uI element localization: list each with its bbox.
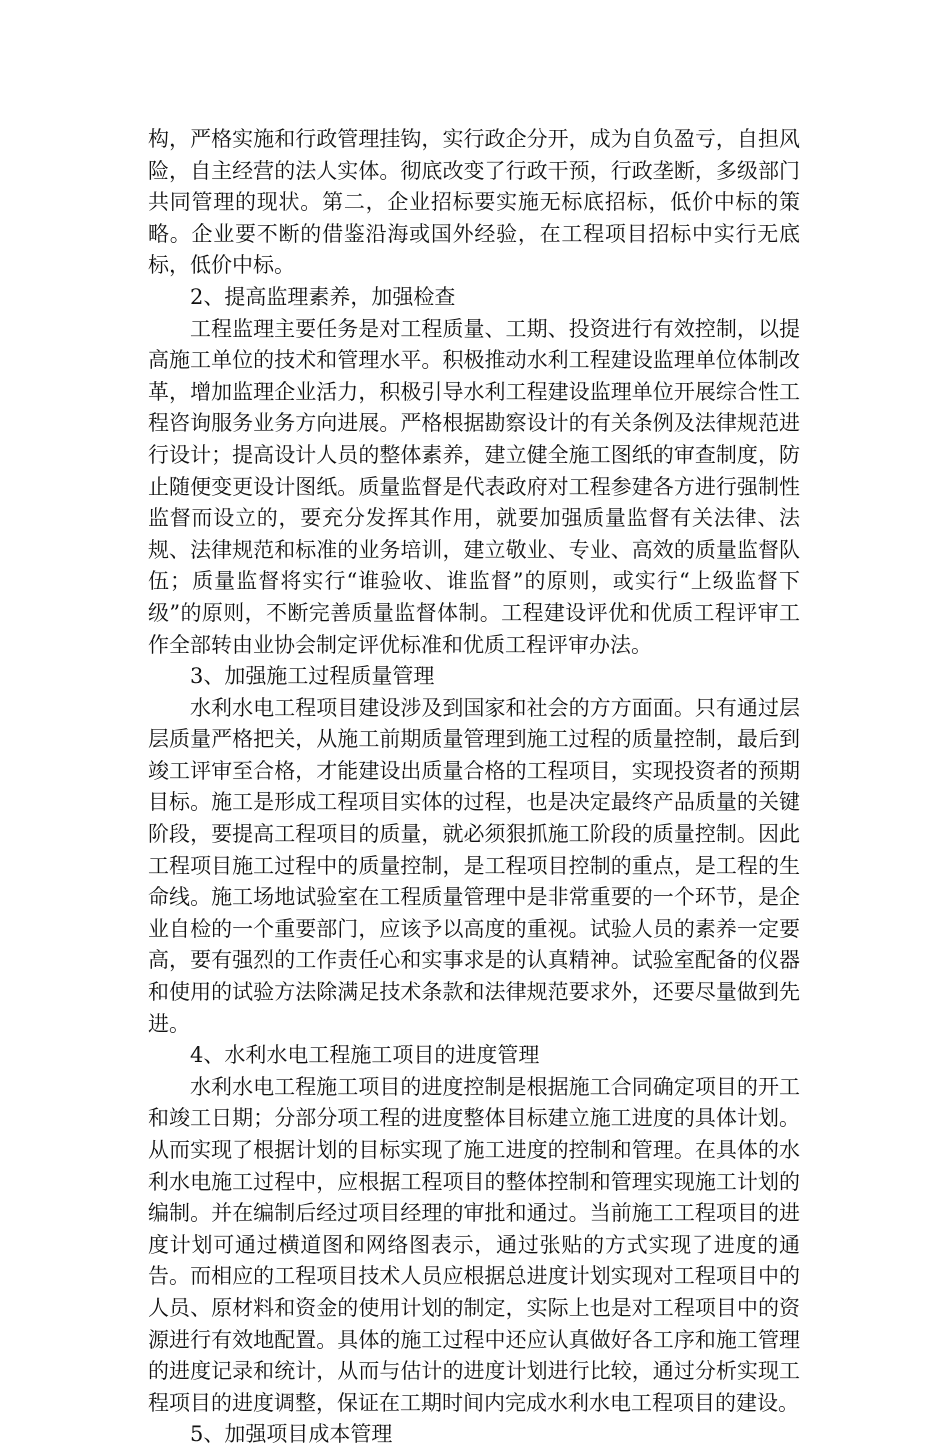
paragraph-schedule-management: 水利水电工程施工项目的进度控制是根据施工合同确定项目的开工和竣工日期；分部分项工程的进度整体目标建立施工进度的具体计划。从而实现了根据计划的目标实现了施工进度的控制和管理。在具体的水利水电施工过程中，应根据工程项目的整体控制和管理实现施工计划的编制。并在编制后经过项目经理的审批和通过。当前施工工程项目的进度计划可通过横道图和网络图表示，通过张贴的方式实现了进度的通告。而相应的工程项目技术人员应根据总进度计划实现对工程项目中的人员、原材料和资金的使用计划的制定，实际上也是对工程项目中的资源进行有效地配置。具体的施工过程中还应认真做好各工序和施工管理的进度记录和统计，从而与估计的进度计划进行比较，通过分析实现工程项目的进度调整，保证在工期时间内完成水利水电工程项目的建设。 (148, 1074, 800, 1415)
paragraph-continuation: 构，严格实施和行政管理挂钩，实行政企分开，成为自负盈亏，自担风险，自主经营的法人实体。彻底改变了行政干预，行政垄断，多级部门共同管理的现状。第二，企业招标要实施无标底招标，低价中标的策略。企业要不断的借鉴沿海或国外经验，在工程项目招标中实行无底标，低价中标。 (148, 127, 800, 278)
section-heading-4: 4、水利水电工程施工项目的进度管理 (190, 1043, 540, 1068)
section-heading-5: 5、加强项目成本管理 (190, 1422, 393, 1447)
paragraph-quality-management: 水利水电工程项目建设涉及到国家和社会的方方面面。只有通过层层质量严格把关，从施工前期质量管理到施工过程的质量控制，最后到竣工评审至合格，才能建设出质量合格的工程项目，实现投资者的预期目标。施工是形成工程项目实体的过程，也是决定最终产品质量的关键阶段，要提高工程项目的质量，就必须狠抓施工阶段的质量控制。因此工程项目施工过程中的质量控制，是工程项目控制的重点，是工程的生命线。施工场地试验室在工程质量管理中是非常重要的一个环节，是企业自检的一个重要部门，应该予以高度的重视。试验人员的素养一定要高，要有强烈的工作责任心和实事求是的认真精神。试验室配备的仪器和使用的试验方法除满足技术条款和法律规范要求外，还要尽量做到先进。 (148, 695, 800, 1036)
paragraph-supervision: 工程监理主要任务是对工程质量、工期、投资进行有效控制，以提高施工单位的技术和管理水平。积极推动水利工程建设监理单位体制改革，增加监理企业活力，积极引导水利工程建设监理单位开展综合性工程咨询服务业务方向进展。严格根据勘察设计的有关条例及法律规范进行设计；提高设计人员的整体素养，建立健全施工图纸的审查制度，防止随便变更设计图纸。质量监督是代表政府对工程参建各方进行强制性监督而设立的，要充分发挥其作用，就要加强质量监督有关法律、法规、法律规范和标准的业务培训，建立敬业、专业、高效的质量监督队伍；质量监督将实行“谁验收、谁监督”的原则，或实行“上级监督下级”的原则，不断完善质量监督体制。工程建设评优和优质工程评审工作全部转由业协会制定评优标准和优质工程评审办法。 (148, 316, 800, 657)
section-heading-2: 2、提高监理素养，加强检查 (190, 284, 456, 309)
document-page (148, 124, 800, 1451)
section-heading-3: 3、加强施工过程质量管理 (190, 664, 435, 689)
